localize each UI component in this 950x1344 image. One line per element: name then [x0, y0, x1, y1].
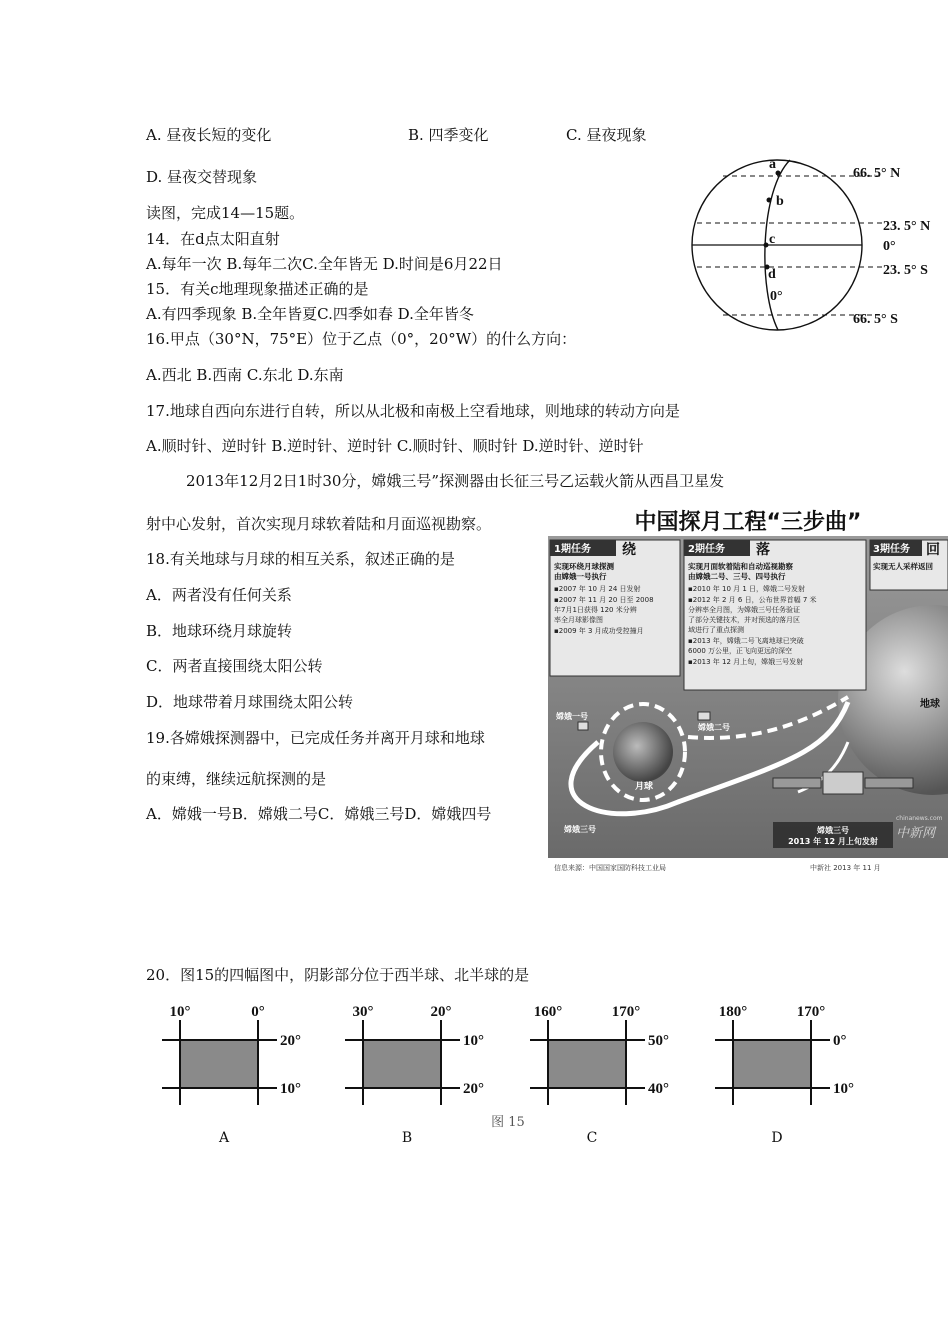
q13-option-c: C. 昼夜现象 [566, 126, 647, 144]
phase1-items: ▪2007 年 10 月 24 日发射 ▪2007 年 11 月 20 日至 2008 年7月1日获得 120 米分辨 率全月球影像图 ▪2009 年 3 月成功受控撞月 [554, 585, 654, 635]
grid-a [162, 1004, 301, 1146]
q15-stem: 15．有关c地理现象描述正确的是 [146, 280, 369, 298]
watermark: 中新网 [896, 826, 936, 841]
launch-date: 2013 年 12 月上旬发射 [788, 837, 878, 846]
q17-stem: 17.地球自西向东进行自转，所以从北极和南极上空看地球，则地球的转动方向是 [146, 402, 680, 420]
grid-lon-right: 170° [611, 1004, 641, 1020]
grid-b [345, 1004, 484, 1146]
cy3-satellite [823, 772, 863, 794]
q18-option-b: B．地球环绕月球旋转 [146, 622, 293, 640]
grid-option-letter: A [218, 1130, 230, 1146]
q13-option-a: A. 昼夜长短的变化 [146, 126, 272, 144]
intro-14-15: 读图，完成14—15题。 [146, 204, 305, 222]
grid-lon-right: 170° [796, 1004, 826, 1020]
cy2-satellite [698, 712, 710, 720]
grid-lon-right: 0° [251, 1004, 265, 1020]
lat-66n: 66. 5° N [853, 166, 901, 181]
lat-23s: 23. 5° S [883, 263, 928, 278]
globe-meridian-label: 0° [770, 289, 783, 304]
phase2-word: 落 [756, 542, 770, 558]
globe-point-d: d [768, 267, 776, 282]
earth-label: 地球 [920, 699, 940, 710]
grid-shaded-area [180, 1040, 258, 1088]
globe-point-b: b [776, 194, 784, 209]
globe-diagram [690, 150, 950, 350]
launch-title: 嫦娥三号 [817, 826, 849, 835]
grid-lon-left: 180° [718, 1004, 748, 1020]
cy1-label: 嫦娥一号 [556, 712, 588, 721]
phase2-items: ▪2010 年 10 月 1 日，嫦娥二号发射 ▪2012 年 2 月 6 日，公布世界首幅 7 米 分辨率全月图，为嫦娥三号任务验证 了部分关键技术，并对预选的落月区 域进行了重点探测 ▪2013 年，嫦娥二号飞离地球已突破 6000 万公里，正飞向更远的深空 ▪2013 年 12 月上旬，嫦娥三号发射 [688, 585, 817, 666]
grid-lat-top: 50° [648, 1033, 669, 1049]
q13-option-b: B. 四季变化 [408, 126, 489, 144]
q16-options: A.西北 B.西南 C.东北 D.东南 [146, 366, 344, 384]
grid-lon-left: 30° [352, 1004, 374, 1020]
watermark-url: chinanews.com [896, 815, 943, 822]
q16-stem: 16.甲点（30°N，75°E）位于乙点（0°，20°W）的什么方向： [146, 330, 577, 348]
q19-stem-1: 19.各嫦娥探测器中，已完成任务并离开月球和地球 [146, 729, 485, 747]
globe-point-a: a [769, 157, 776, 172]
grid-lat-bottom: 40° [648, 1081, 669, 1097]
q20-stem: 20．图15的四幅图中，阴影部分位于西半球、北半球的是 [146, 966, 530, 984]
q13-option-d: D. 昼夜交替现象 [146, 168, 258, 186]
grid-lat-top: 10° [463, 1033, 484, 1049]
grid-option-letter: C [586, 1130, 598, 1146]
phase1-head: 实现环绕月球探测由嫦娥一号执行 [554, 562, 614, 581]
info-source: 信息来源：中国国家国防科技工业局 [554, 864, 666, 872]
grid-lat-bottom: 10° [833, 1081, 854, 1097]
grid-shaded-area [548, 1040, 626, 1088]
phase3-head: 实现无人采样返回 [873, 562, 933, 571]
cy2-label: 嫦娥二号 [698, 723, 730, 732]
grid-lon-left: 10° [169, 1004, 191, 1020]
cy3-mini-label: 嫦娥三号 [564, 825, 596, 834]
phase1-num: 1期任务 [554, 544, 591, 555]
phase3-word: 回 [926, 542, 940, 558]
q17-options: A.顺时针、逆时针 B.逆时针、逆时针 C.顺时针、顺时针 D.逆时针、逆时针 [146, 437, 644, 455]
passage-line-1: 2013年12月2日1时30分，嫦娥三号”探测器由长征三号乙运载火箭从西昌卫星发 [186, 472, 725, 490]
grid-lat-bottom: 20° [463, 1081, 484, 1097]
q14-stem: 14．在d点太阳直射 [146, 230, 280, 248]
grid-option-letter: D [771, 1130, 783, 1146]
q18-stem: 18.有关地球与月球的相互关系，叙述正确的是 [146, 550, 455, 568]
q19-options: A．嫦娥一号B．嫦娥二号C．嫦娥三号D．嫦娥四号 [146, 805, 492, 823]
q20-grids [150, 1000, 870, 1150]
q15-options: A.有四季现象 B.全年皆夏C.四季如春 D.全年皆冬 [146, 305, 474, 323]
globe-point-c: c [769, 232, 776, 247]
grid-d [715, 1004, 854, 1146]
q18-option-d: D．地球带着月球围绕太阳公转 [146, 693, 354, 711]
passage-line-2: 射中心发射，首次实现月球软着陆和月面巡视勘察。 [146, 515, 492, 533]
cy1-satellite [578, 722, 588, 730]
phase1-word: 绕 [622, 542, 636, 558]
moon-label: 月球 [635, 782, 654, 792]
phase2-head: 实现月面软着陆和自动巡视勘察由嫦娥二号、三号、四号执行 [688, 562, 793, 581]
q18-option-c: C．两者直接围绕太阳公转 [146, 657, 323, 675]
lunar-infographic [548, 502, 948, 874]
lat-66s: 66. 5° S [853, 312, 898, 327]
chart-title: 中国探月工程“三步曲” [634, 510, 862, 535]
grid-c [530, 1004, 669, 1146]
grid-shaded-area [733, 1040, 811, 1088]
moon-graphic [613, 722, 673, 782]
grid-lat-top: 20° [280, 1033, 301, 1049]
grid-lon-right: 20° [430, 1004, 452, 1020]
lat-23n: 23. 5° N [883, 219, 931, 234]
q14-options: A.每年一次 B.每年二次C.全年皆无 D.时间是6月22日 [146, 255, 503, 273]
grid-lat-top: 0° [833, 1033, 847, 1049]
phase2-num: 2期任务 [688, 544, 725, 555]
phase3-num: 3期任务 [873, 544, 910, 555]
figure-15-caption: 图 15 [491, 1115, 525, 1130]
grid-lat-bottom: 10° [280, 1081, 301, 1097]
credit: 中新社 2013 年 11 月 [810, 864, 881, 872]
grid-lon-left: 160° [533, 1004, 563, 1020]
q18-option-a: A．两者没有任何关系 [146, 586, 292, 604]
grid-shaded-area [363, 1040, 441, 1088]
q19-stem-2: 的束缚，继续远航探测的是 [146, 770, 327, 788]
grid-option-letter: B [401, 1130, 413, 1146]
lat-0: 0° [883, 239, 896, 254]
